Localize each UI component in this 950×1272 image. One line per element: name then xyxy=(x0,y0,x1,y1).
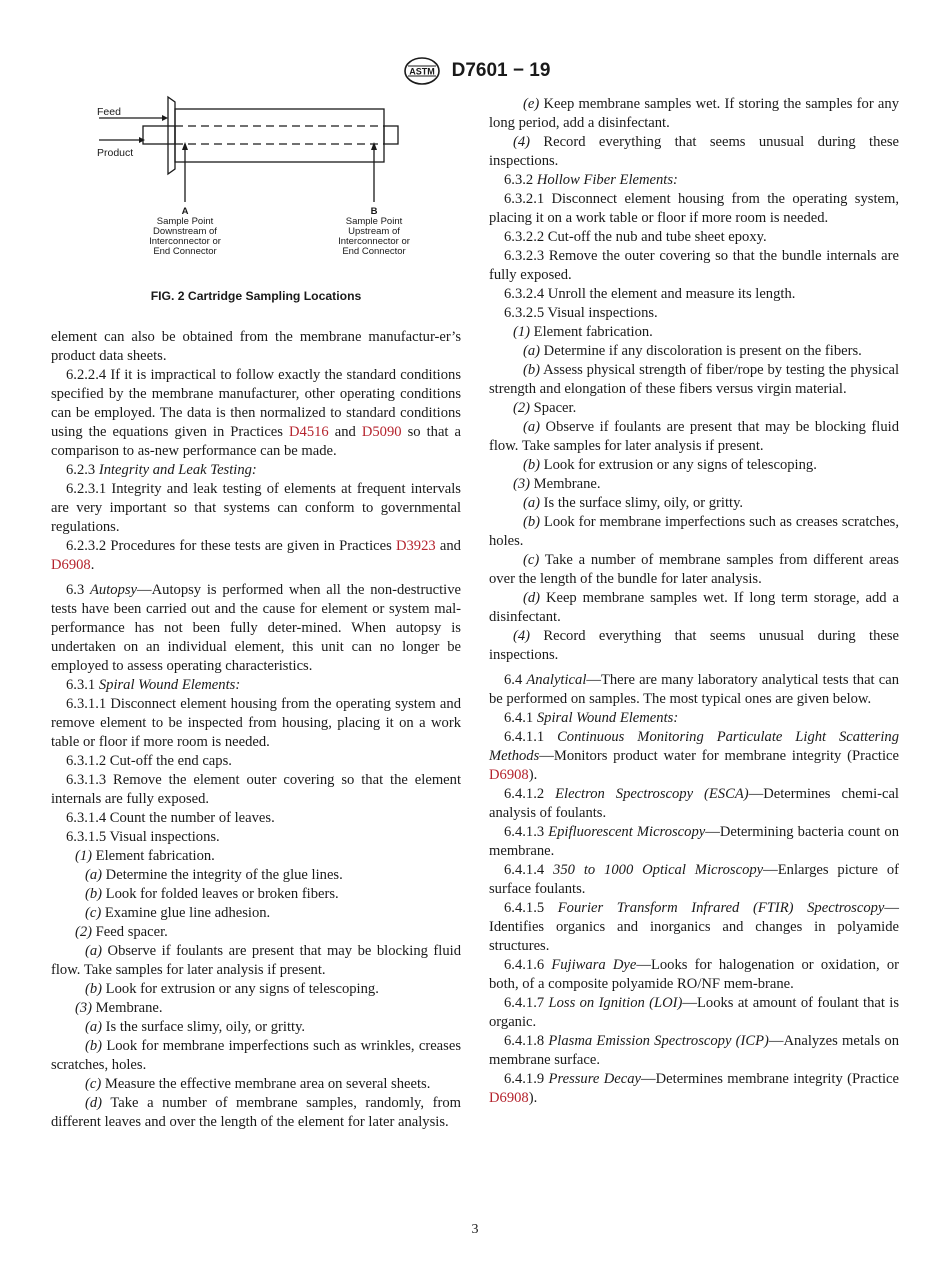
page-header xyxy=(0,56,950,86)
feed-label: Feed xyxy=(97,106,121,118)
sample-b-line2: Upstream of xyxy=(348,226,400,237)
paragraph-6-3-2-3: 6.3.2.3 Remove the outer covering so that the bundle internals are fully exposed. xyxy=(489,248,899,283)
list-item: (3) Membrane. xyxy=(513,476,601,492)
sample-a-line1: Sample Point xyxy=(156,216,214,227)
paragraph-6-3-1-2: 6.3.1.2 Cut-off the end caps. xyxy=(66,753,232,769)
paragraph-6-2-3-2: 6.2.3.2 Procedures for these tests are given in Practices D3923 and D6908. xyxy=(51,538,461,573)
list-item: (c) Take a number of membrane samples from different areas over the length of the bundle for later analysis. xyxy=(489,552,899,587)
sample-a-line2: Downstream of xyxy=(153,226,217,237)
sample-a-line4: End Connector xyxy=(153,246,217,257)
list-item: (4) Record everything that seems unusual during these inspections. xyxy=(489,134,899,169)
paragraph-6-4-1-3: 6.4.1.3 Epifluorescent Microscopy—Determining bacteria count on membrane. xyxy=(489,824,899,859)
list-item: (b) Look for membrane imperfections such as creases scratches, holes. xyxy=(489,514,899,549)
list-item: (b) Look for extrusion or any signs of telescoping. xyxy=(85,981,379,997)
list-item: (1) Element fabrication. xyxy=(513,324,653,340)
reference-link-d6908[interactable]: D6908 xyxy=(489,767,529,783)
list-item: (c) Measure the effective membrane area on several sheets. xyxy=(85,1076,431,1092)
list-item: (a) Observe if foulants are present that may be blocking fluid flow. Take samples for later analysis if present. xyxy=(51,943,461,978)
right-column xyxy=(489,95,899,1108)
sample-b-line3: Interconnector or xyxy=(338,236,410,247)
left-column xyxy=(51,94,461,1132)
paragraph-6-2-3-1: 6.2.3.1 Integrity and leak testing of elements at frequent intervals are very important so that systems can conform to governmental regulations. xyxy=(51,481,461,535)
paragraph-6-4-1-5: 6.4.1.5 Fourier Transform Infrared (FTIR) Spectroscopy—Identifies organics and inorganics and changes in polyamide structures. xyxy=(489,900,899,954)
list-item: (d) Take a number of membrane samples, randomly, from different leaves and over the length of the element for later analysis. xyxy=(51,1095,461,1130)
product-label: Product xyxy=(97,147,134,159)
figure-caption: FIG. 2 Cartridge Sampling Locations xyxy=(150,289,362,303)
paragraph-6-3-1-5: 6.3.1.5 Visual inspections. xyxy=(66,829,220,845)
cartridge-diagram xyxy=(51,94,461,304)
paragraph-6-4-1-2: 6.4.1.2 Electron Spectroscopy (ESCA)—Determines chemi-cal analysis of foulants. xyxy=(489,786,899,821)
paragraph: element can also be obtained from the membrane manufactur-er’s product data sheets. xyxy=(51,329,461,364)
reference-link-d6908[interactable]: D6908 xyxy=(489,1090,529,1106)
paragraph-6-4: 6.4 Analytical—There are many laboratory analytical tests that can be performed on samples. The most typical ones are given below. xyxy=(489,672,900,707)
list-item: (a) Is the surface slimy, oily, or gritty. xyxy=(523,495,744,511)
paragraph-6-4-1-8: 6.4.1.8 Plasma Emission Spectroscopy (ICP)—Analyzes metals on membrane surface. xyxy=(489,1033,899,1068)
reference-link-d3923[interactable]: D3923 xyxy=(395,538,436,554)
list-item: (a) Is the surface slimy, oily, or gritty. xyxy=(85,1019,306,1035)
heading-6-3-2: 6.3.2 Hollow Fiber Elements: xyxy=(504,172,678,188)
list-item: (a) Determine the integrity of the glue lines. xyxy=(85,867,343,883)
list-item: (2) Spacer. xyxy=(513,400,577,416)
heading-6-3-1: 6.3.1 Spiral Wound Elements: xyxy=(66,677,241,693)
paragraph-6-4-1-6: 6.4.1.6 Fujiwara Dye—Looks for halogenation or oxidation, or both, of a composite polyamide RO/NF mem-brane. xyxy=(489,957,899,992)
list-item: (d) Keep membrane samples wet. If long term storage, add a disinfectant. xyxy=(489,590,899,625)
paragraph-6-3-1-4: 6.3.1.4 Count the number of leaves. xyxy=(66,810,275,826)
list-item: (3) Membrane. xyxy=(75,1000,163,1016)
paragraph-6-3-1-1: 6.3.1.1 Disconnect element housing from the operating system and remove element to be inspected from housing, placing it on a work table or floor if more room is needed. xyxy=(51,696,461,750)
list-item: (a) Observe if foulants are present that may be blocking fluid flow. Take samples for later analysis if present. xyxy=(489,419,899,454)
reference-link-d6908[interactable]: D6908 xyxy=(51,557,91,573)
heading-6-2-3: 6.2.3 Integrity and Leak Testing: xyxy=(66,462,257,478)
astm-logo-text: ASTM xyxy=(408,66,435,77)
list-item: (e) Keep membrane samples wet. If storing the samples for any long period, add a disinfectant. xyxy=(489,96,899,131)
paragraph-6-3-2-2: 6.3.2.2 Cut-off the nub and tube sheet epoxy. xyxy=(504,229,767,245)
paragraph-6-4-1-9: 6.4.1.9 Pressure Decay—Determines membrane integrity (Practice D6908). xyxy=(489,1071,900,1106)
sample-b-letter: B xyxy=(370,206,378,217)
paragraph-6-3-1-3: 6.3.1.3 Remove the element outer covering so that the element internals are fully exposed. xyxy=(51,772,461,807)
paragraph-6-3: 6.3 Autopsy—Autopsy is performed when all the non-destructive tests have been carried out and the cause for element or system mal-performance has not been fully deter-mined. When autopsy is undertaken on an individual element, this unit can no longer be employed to assess operating characteristics. xyxy=(51,582,462,674)
paragraph-6-4-1-7: 6.4.1.7 Loss on Ignition (LOI)—Looks at amount of foulant that is organic. xyxy=(489,995,900,1030)
reference-link-d4516[interactable]: D4516 xyxy=(288,424,329,440)
list-item: (c) Examine glue line adhesion. xyxy=(85,905,271,921)
list-item: (b) Look for folded leaves or broken fibers. xyxy=(85,886,339,902)
list-item: (2) Feed spacer. xyxy=(75,924,168,940)
paragraph-6-3-2-1: 6.3.2.1 Disconnect element housing from the operating system, placing it on a work table or floor if more room is needed. xyxy=(489,191,899,226)
paragraph-6-3-2-5: 6.3.2.5 Visual inspections. xyxy=(504,305,658,321)
list-item: (b) Look for extrusion or any signs of telescoping. xyxy=(523,457,817,473)
sample-b-line4: End Connector xyxy=(342,246,406,257)
list-item: (b) Look for membrane imperfections such as wrinkles, creases scratches, holes. xyxy=(51,1038,461,1073)
sample-a-letter: A xyxy=(181,206,189,217)
list-item: (b) Assess physical strength of fiber/rope by testing the physical strength and elongation of these fibers versus virgin material. xyxy=(489,362,899,397)
list-item: (1) Element fabrication. xyxy=(75,848,215,864)
list-item: (a) Determine if any discoloration is present on the fibers. xyxy=(523,343,862,359)
heading-6-4-1: 6.4.1 Spiral Wound Elements: xyxy=(504,710,679,726)
paragraph-6-3-2-4: 6.3.2.4 Unroll the element and measure its length. xyxy=(504,286,796,302)
paragraph-6-2-2-4: 6.2.2.4 If it is impractical to follow exactly the standard conditions specified by the membrane manufacturer, other operating conditions can be employed. The data is then normalized to standard conditions using the equations given in Practices D4516 and D5090 so that a comparison to as-new performance can be made. xyxy=(51,367,461,459)
reference-link-d5090[interactable]: D5090 xyxy=(361,424,402,440)
figure-2 xyxy=(51,94,461,304)
astm-logo-icon xyxy=(400,56,444,86)
paragraph-6-4-1-1: 6.4.1.1 Continuous Monitoring Particulate Light Scattering Methods—Monitors product water for membrane integrity (Practice D6908). xyxy=(489,729,899,783)
list-item: (4) Record everything that seems unusual during these inspections. xyxy=(489,628,899,663)
sample-a-line3: Interconnector or xyxy=(149,236,221,247)
standard-designation: D7601 − 19 xyxy=(451,60,551,81)
sample-b-line1: Sample Point xyxy=(345,216,403,227)
paragraph-6-4-1-4: 6.4.1.4 350 to 1000 Optical Microscopy—Enlarges picture of surface foulants. xyxy=(489,862,900,897)
page-number: 3 xyxy=(471,1222,479,1237)
